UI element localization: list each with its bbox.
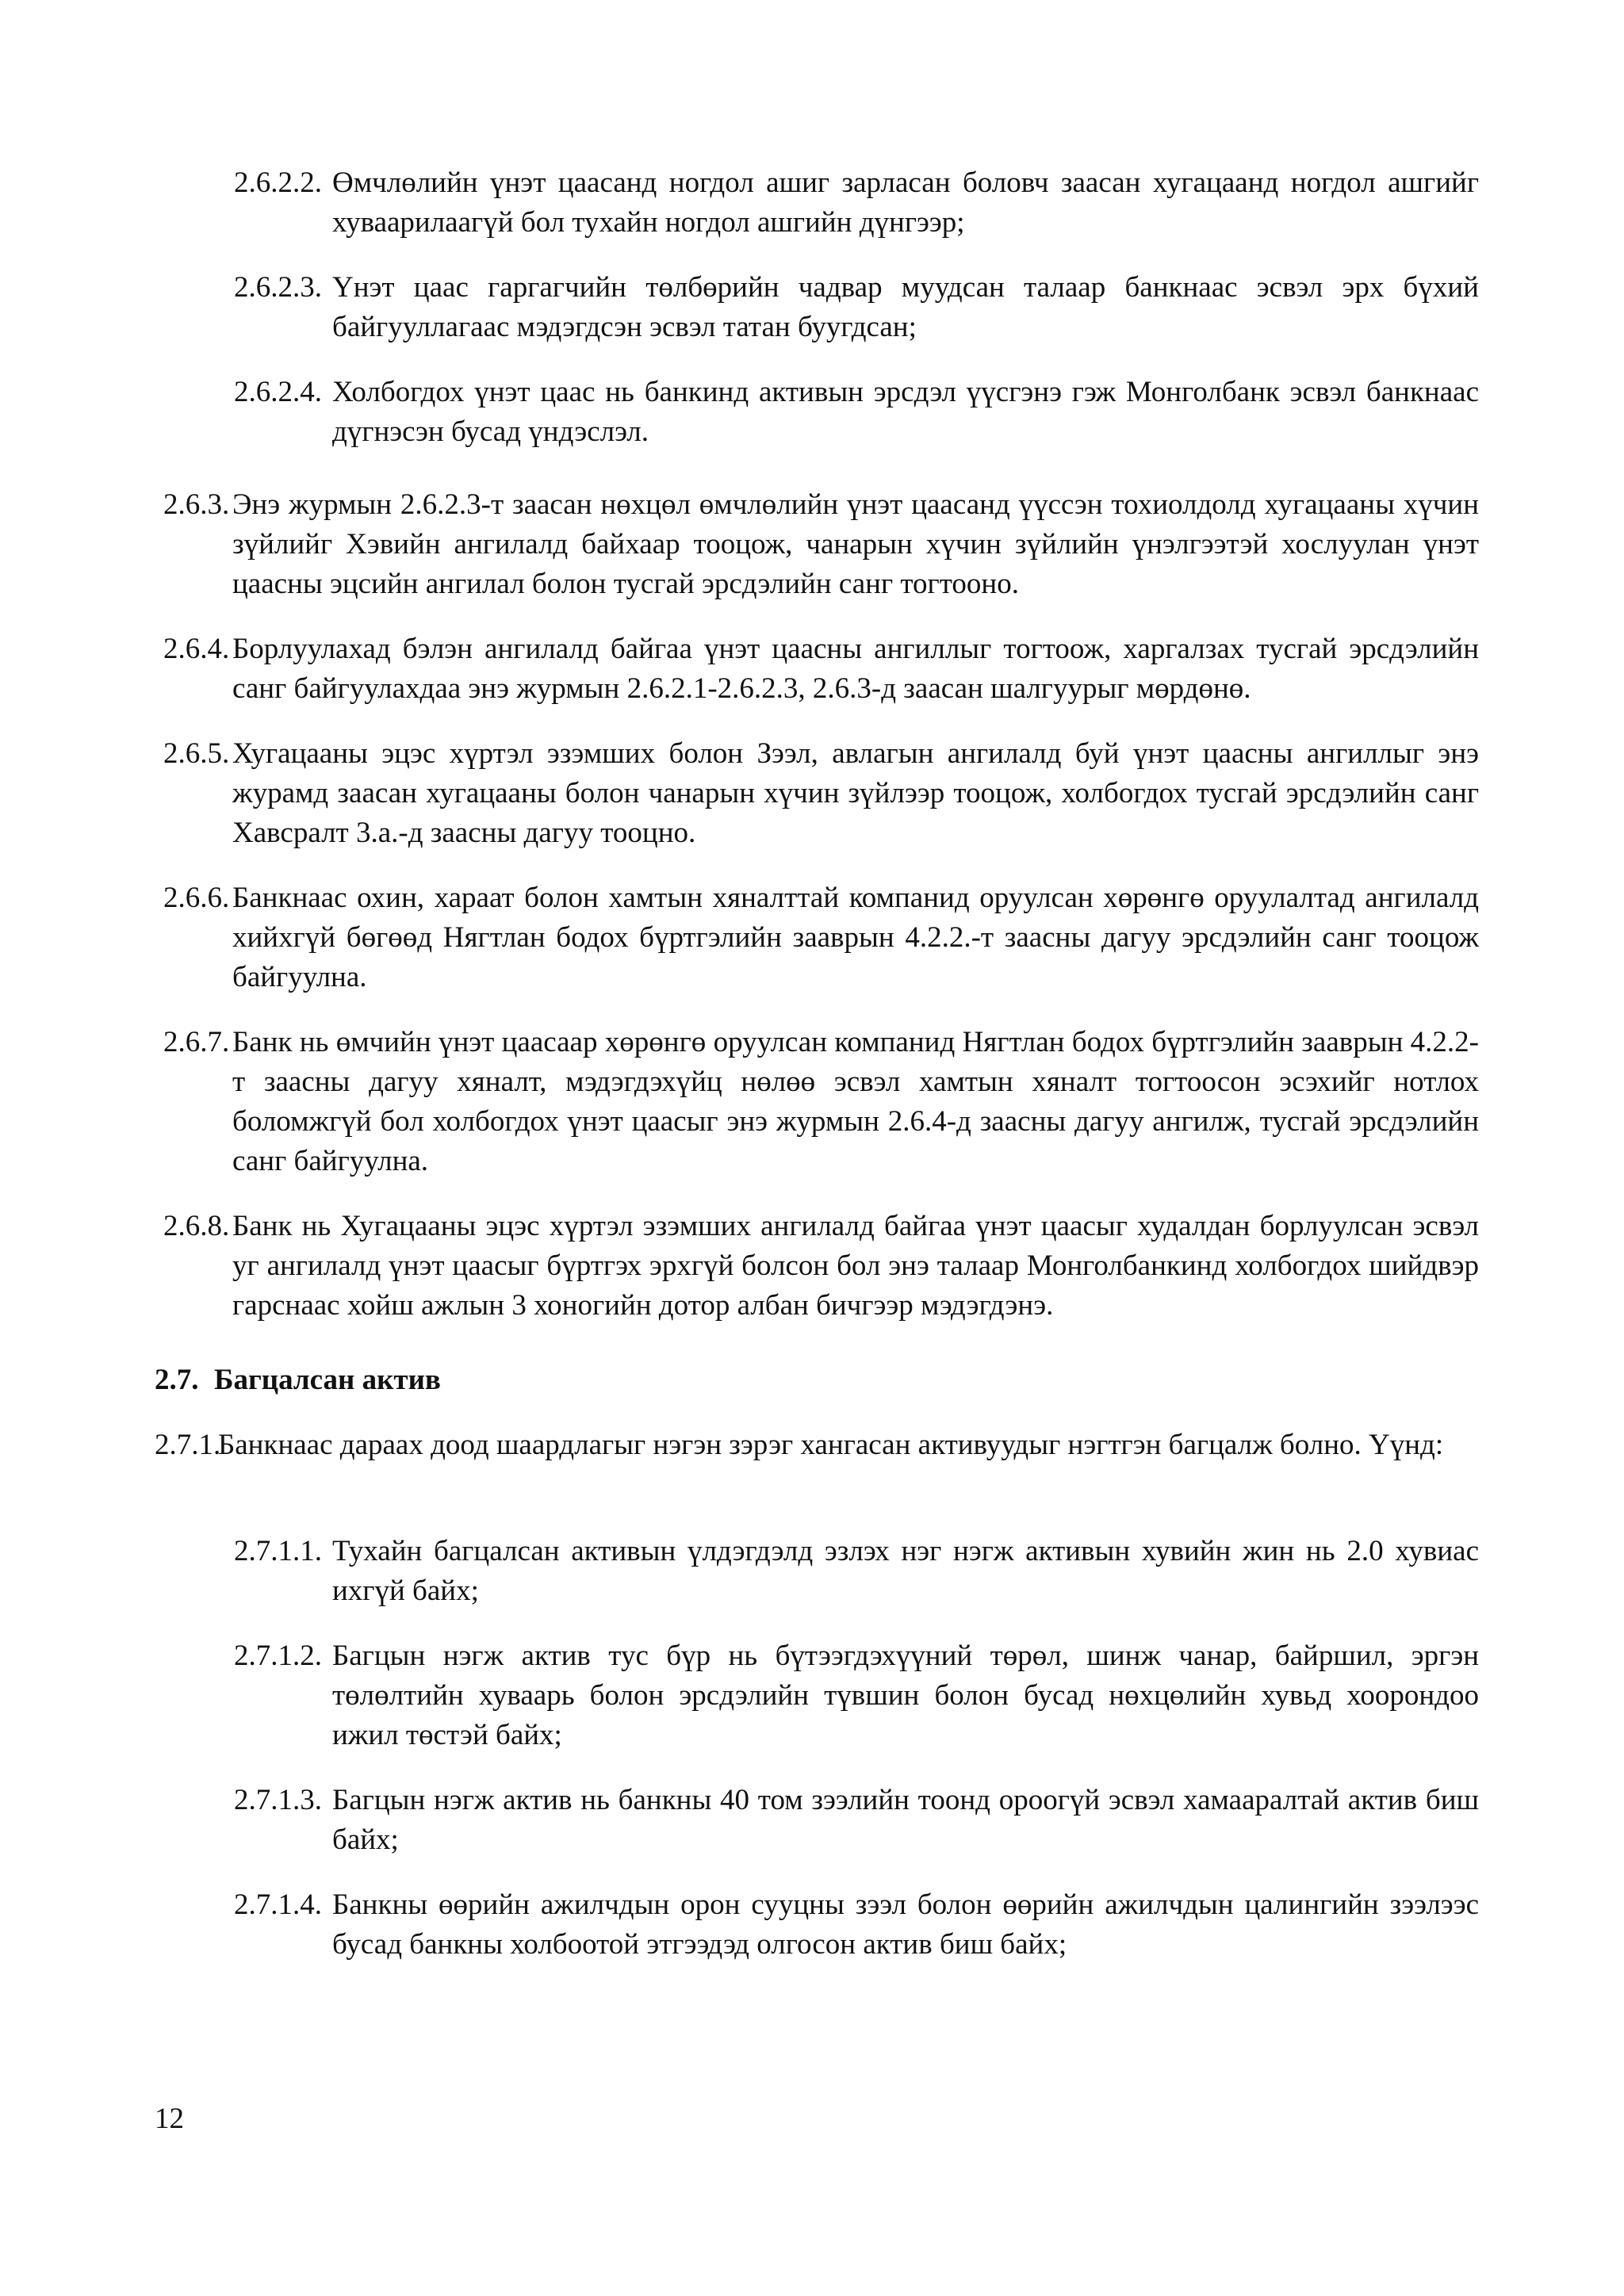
clause-2-7-1-1 [234,1532,1479,1611]
clause-2-6-4 [163,629,1479,709]
clause-text: Багцын нэгж актив тус бүр нь бүтээгдэхүүний төрөл, шинж чанар, байршил, эргэн төлөлтийн хуваарь болон эрсдэлийн түвшин болон бусад нөхцөлийн хувьд хоорондоо ижил төстэй байх; [332,1640,1479,1751]
section-heading [155,1360,441,1400]
page-number: 12 [155,2103,184,2135]
section-title: Багцалсан актив [214,1364,441,1396]
clause-text: Банк нь өмчийн үнэт цаасаар хөрөнгө оруулсан компанид Нягтлан бодох бүртгэлийн зааврын 4.2.2-т заасны дагуу хяналт, мэдэгдэхүйц нөлөө эсвэл хамтын хяналт тогтоосон эсэхийг нотлох боломжгүй бол холбогдох үнэт цаасыг энэ журмын 2.6.4-д заасны дагуу ангилж, тусгай эрсдэлийн санг байгуулна. [232,1026,1479,1177]
clause-number: 2.7.1.4. [234,1888,322,1921]
clause-text: Борлуулахад бэлэн ангилалд байгаа үнэт цаасны ангиллыг тогтоож, харгалзах тусгай эрсдэлийн санг байгуулахдаа энэ журмын 2.6.2.1-2.6.2.3, 2.6.3-д заасан шалгуурыг мөрдөнө. [232,633,1479,705]
clause-2-6-3 [163,485,1479,604]
clause-2-7-1-2 [234,1636,1479,1755]
clause-text: Холбогдох үнэт цаас нь банкинд активын эрсдэл үүсгэнэ гэж Монголбанк эсвэл банкнаас дүгнэсэн бусад үндэслэл. [332,376,1479,448]
clause-2-7-1 [155,1425,1479,1465]
clause-text: Өмчлөлийн үнэт цаасанд ногдол ашиг зарласан боловч заасан хугацаанд ногдол ашгийг хуваарилаагүй бол тухайн ногдол ашгийн дүнгээр; [332,166,1479,239]
clause-2-6-6 [163,878,1479,997]
clause-number: 2.7.1.1. [234,1535,322,1567]
clause-number: 2.7.1.3. [234,1784,322,1816]
clause-text: Энэ журмын 2.6.2.3-т заасан нөхцөл өмчлөлийн үнэт цаасанд үүссэн тохиолдолд хугацааны хүчин зүйлийг Хэвийн ангилалд байхаар тооцож, чанарын хүчин зүйлийн үнэлгээтэй хослуулан үнэт цаасны эцсийн ангилал болон тусгай эрсдэлийн санг тогтооно. [232,488,1479,600]
clause-text: Тухайн багцалсан активын үлдэгдэлд эзлэх нэг нэгж активын хувийн жин нь 2.0 хувиас ихгүй байх; [332,1535,1479,1607]
clause-number: 2.6.4. [163,633,230,665]
clause-number: 2.6.2.2. [234,166,322,199]
clause-2-6-2-3 [234,268,1479,347]
clause-number: 2.6.2.4. [234,376,322,408]
clause-2-6-5 [163,734,1479,853]
clause-text: Хугацааны эцэс хүртэл эзэмших болон Зээл, авлагын ангилалд буй үнэт цаасны ангиллыг энэ журамд заасан хугацааны болон чанарын хүчин зүйлээр тооцож, холбогдох тусгай эрсдэлийн санг Хавсралт 3.а.-д заасны дагуу тооцно. [232,737,1479,849]
clause-2-6-7 [163,1023,1479,1181]
clause-text: Үнэт цаас гаргагчийн төлбөрийн чадвар муудсан талаар банкнаас эсвэл эрх бүхий байгууллагаас мэдэгдсэн эсвэл татан буугдсан; [332,271,1479,343]
clause-text: Банк нь Хугацааны эцэс хүртэл эзэмших ангилалд байгаа үнэт цаасыг худалдан борлуулсан эсвэл уг ангилалд үнэт цаасыг бүртгэх эрхгүй болсон бол энэ талаар Монголбанкинд холбогдох шийдвэр гарснаас хойш ажлын 3 хоногийн дотор албан бичгээр мэдэгдэнэ. [232,1210,1479,1322]
clause-2-7-1-3 [234,1781,1479,1860]
clause-2-6-8 [163,1207,1479,1326]
clause-text: Банкны өөрийн ажилчдын орон сууцны зээл болон өөрийн ажилчдын цалингийн зээлээс бусад банкны холбоотой этгээдэд олгосон актив биш байх; [332,1888,1479,1961]
clause-number: 2.6.8. [163,1210,230,1242]
clause-number: 2.7.1. [155,1429,221,1461]
clause-2-6-2-4 [234,373,1479,452]
clause-text: Банкнаас дараах доод шаардлагыг нэгэн зэрэг хангасан активуудыг нэгтгэн багцалж болно. Үүнд: [218,1429,1444,1461]
clause-number: 2.6.7. [163,1026,230,1058]
clause-text: Банкнаас охин, хараат болон хамтын хяналттай компанид оруулсан хөрөнгө оруулалтад ангилалд хийхгүй бөгөөд Нягтлан бодох бүртгэлийн зааврын 4.2.2.-т заасны дагуу эрсдэлийн санг тооцож байгуулна. [232,882,1479,993]
clause-number: 2.6.5. [163,737,230,770]
clause-2-7-1-4 [234,1885,1479,1965]
clause-text: Багцын нэгж актив нь банкны 40 том зээлийн тоонд ороогүй эсвэл хамааралтай актив биш байх; [332,1784,1479,1856]
clause-number: 2.6.3. [163,488,230,521]
clause-2-6-2-2 [234,163,1479,243]
clause-number: 2.6.6. [163,882,230,914]
section-number: 2.7. [155,1364,199,1396]
clause-number: 2.6.2.3. [234,271,322,304]
clause-number: 2.7.1.2. [234,1640,322,1672]
